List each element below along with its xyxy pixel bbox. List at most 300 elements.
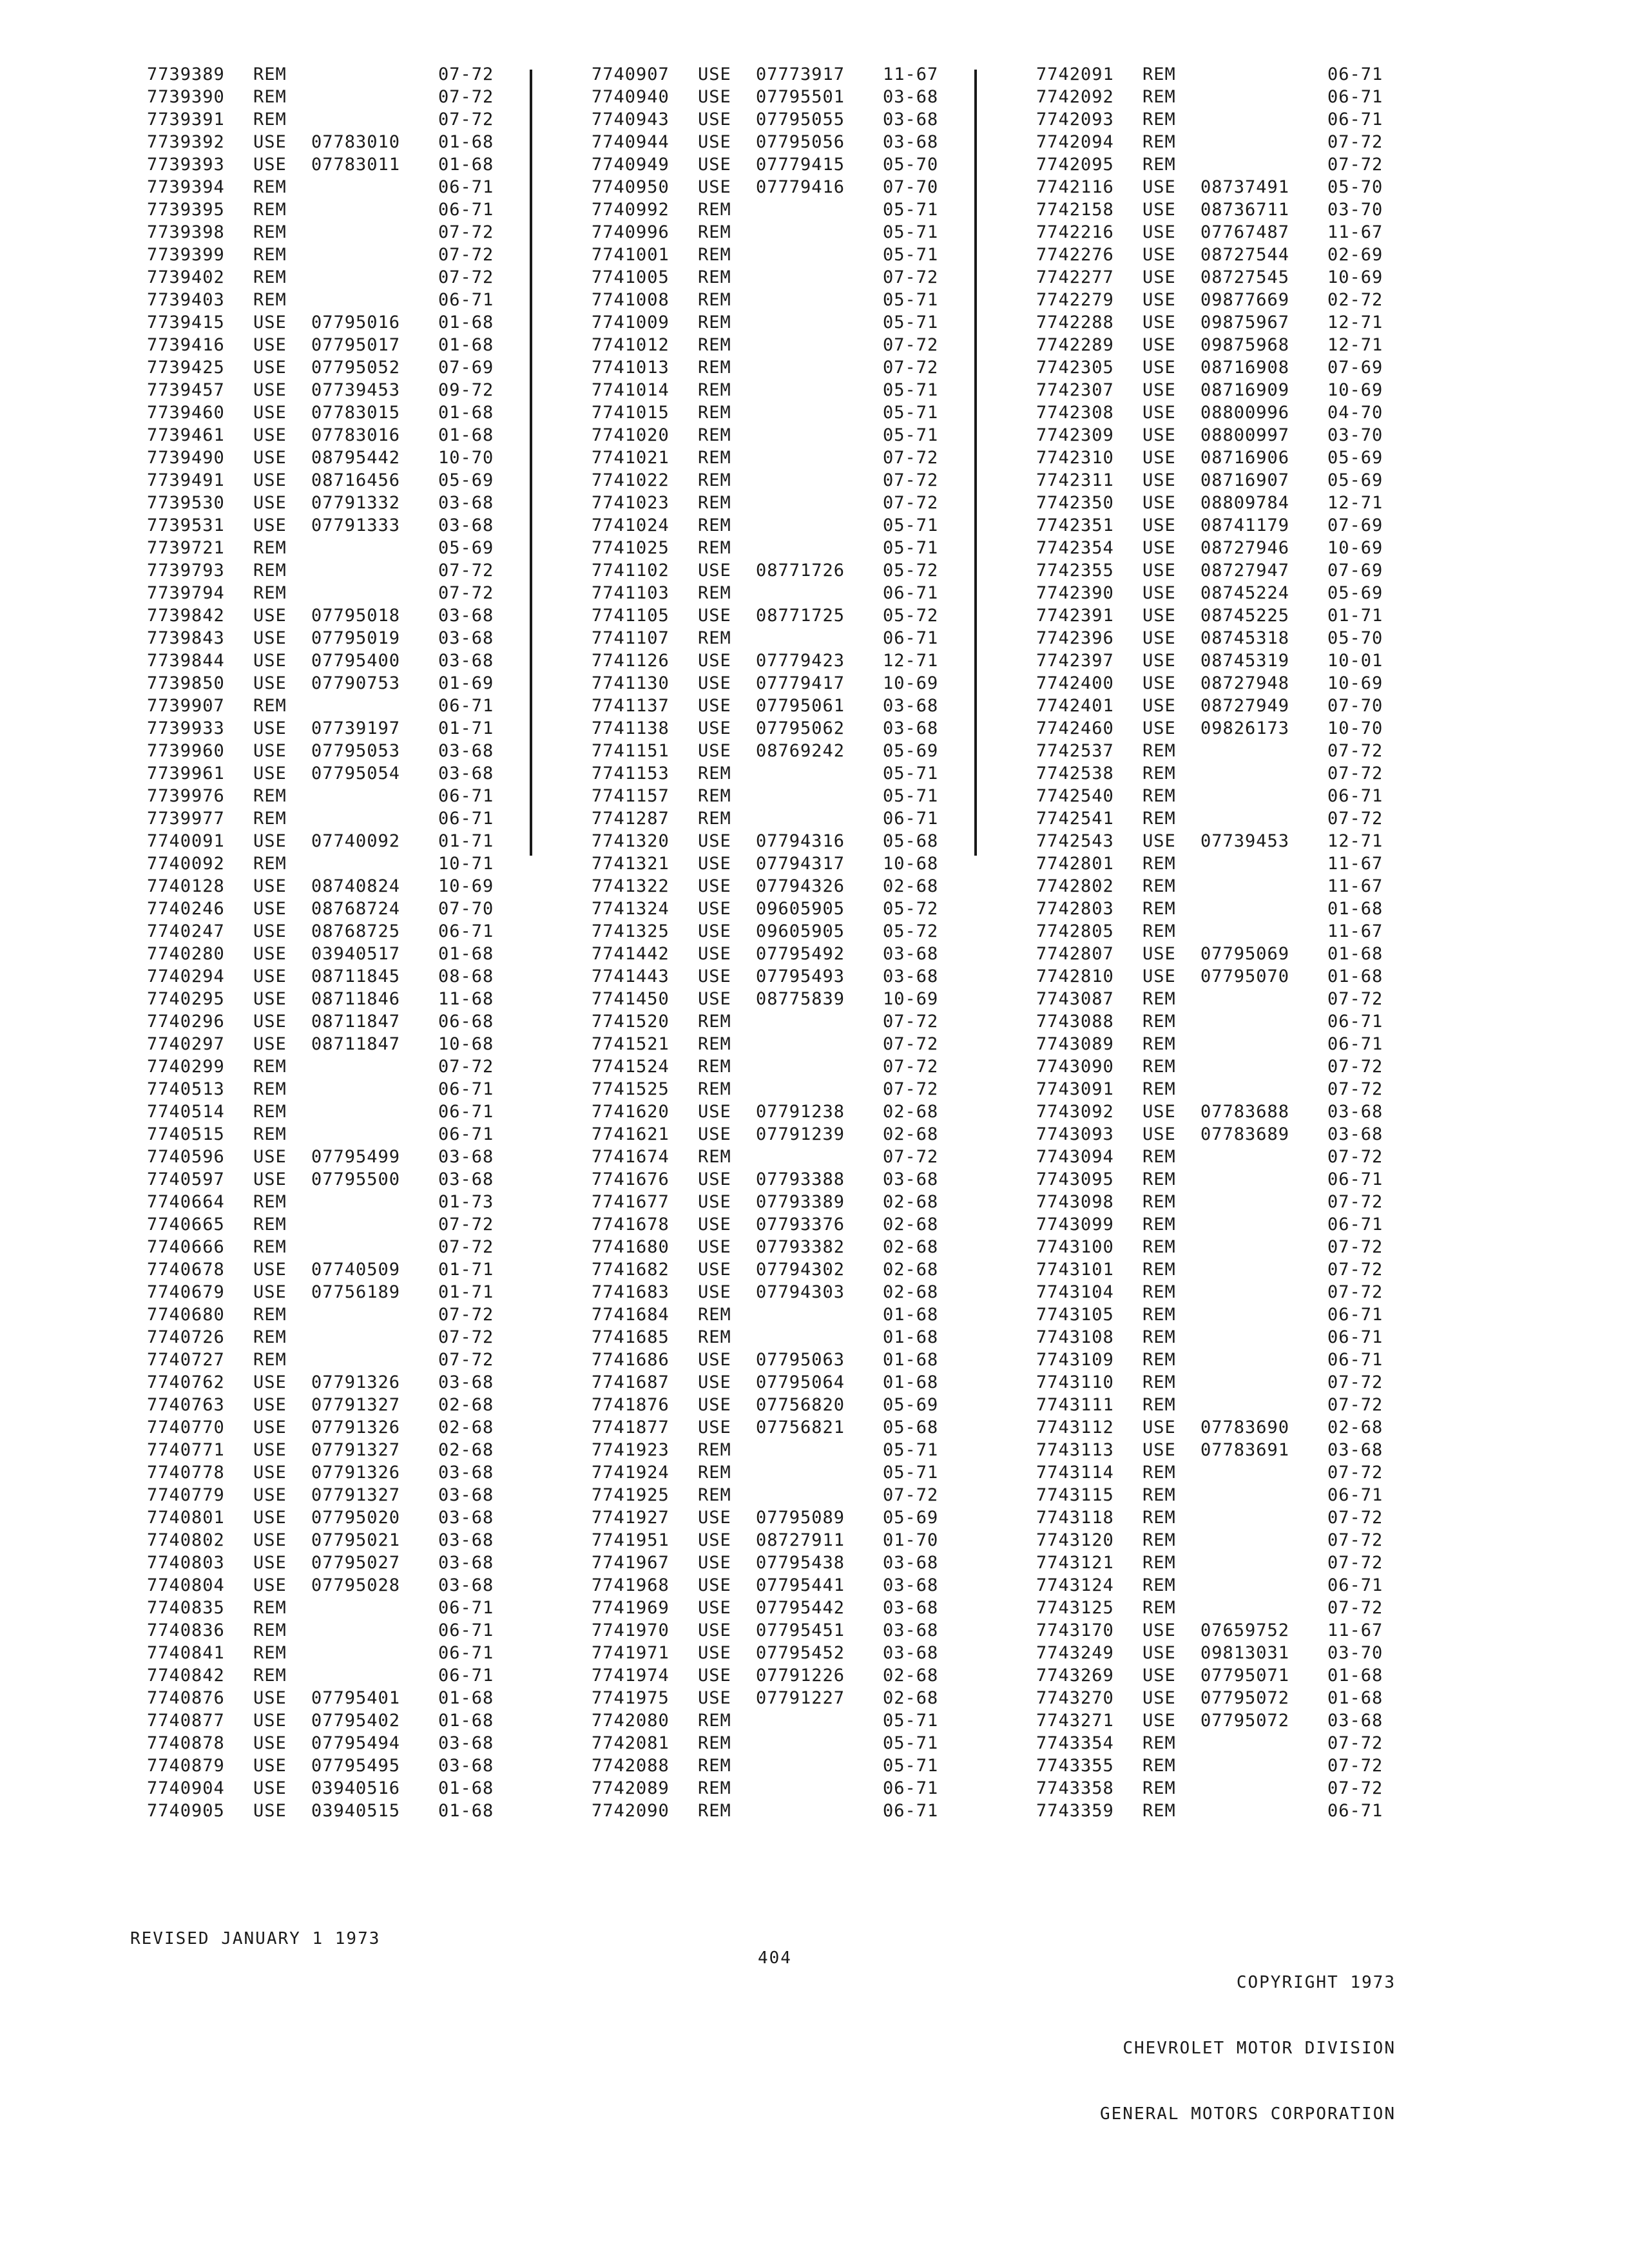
part-number: 7742093 xyxy=(1036,110,1114,130)
effective-date: 02-68 xyxy=(883,1215,939,1235)
part-number: 7741107 xyxy=(592,628,670,648)
action-code: USE xyxy=(698,177,731,197)
action-code: USE xyxy=(698,87,731,107)
action-code: REM xyxy=(253,1643,287,1663)
part-number: 7743112 xyxy=(1036,1418,1114,1437)
effective-date: 07-72 xyxy=(1327,1395,1383,1415)
effective-date: 05-71 xyxy=(883,764,939,783)
action-code: USE xyxy=(253,1553,287,1573)
action-code: REM xyxy=(253,1350,287,1370)
effective-date: 07-72 xyxy=(1327,1147,1383,1167)
replacement-part-number: 07783015 xyxy=(311,403,401,423)
action-code: USE xyxy=(698,132,731,152)
effective-date: 02-68 xyxy=(883,876,939,896)
replacement-part-number: 08768725 xyxy=(311,921,401,941)
effective-date: 03-68 xyxy=(438,1169,494,1189)
effective-date: 05-71 xyxy=(883,425,939,445)
part-number: 7739793 xyxy=(147,561,225,581)
part-number: 7739416 xyxy=(147,335,225,355)
replacement-part-number: 08727911 xyxy=(756,1530,845,1550)
effective-date: 07-69 xyxy=(1327,561,1383,581)
action-code: REM xyxy=(698,628,731,648)
part-number: 7740726 xyxy=(147,1327,225,1347)
effective-date: 05-71 xyxy=(883,1733,939,1753)
part-number: 7739843 xyxy=(147,628,225,648)
replacement-part-number: 07779416 xyxy=(756,177,845,197)
effective-date: 10-71 xyxy=(438,854,494,874)
action-code: REM xyxy=(698,1147,731,1167)
action-code: REM xyxy=(698,245,731,265)
part-number: 7740295 xyxy=(147,989,225,1009)
replacement-part-number: 08727545 xyxy=(1200,267,1290,287)
action-code: USE xyxy=(253,493,287,513)
replacement-part-number: 07795438 xyxy=(756,1553,845,1573)
part-number: 7739389 xyxy=(147,64,225,84)
effective-date: 03-70 xyxy=(1327,425,1383,445)
part-number: 7740091 xyxy=(147,831,225,851)
part-number: 7742460 xyxy=(1036,718,1114,738)
part-number: 7739960 xyxy=(147,741,225,761)
effective-date: 05-69 xyxy=(438,470,494,490)
part-number: 7741674 xyxy=(592,1147,670,1167)
effective-date: 03-68 xyxy=(438,651,494,671)
replacement-part-number: 07795027 xyxy=(311,1553,401,1573)
replacement-part-number: 07783689 xyxy=(1200,1124,1290,1144)
replacement-part-number: 08771725 xyxy=(756,606,845,626)
part-number: 7742397 xyxy=(1036,651,1114,671)
action-code: REM xyxy=(698,267,731,287)
action-code: REM xyxy=(1142,1575,1176,1595)
part-number: 7740515 xyxy=(147,1124,225,1144)
effective-date: 07-72 xyxy=(1327,1508,1383,1528)
action-code: USE xyxy=(1142,267,1176,287)
action-code: USE xyxy=(253,1463,287,1483)
action-code: REM xyxy=(1142,1147,1176,1167)
action-code: USE xyxy=(698,561,731,581)
action-code: USE xyxy=(253,132,287,152)
action-code: USE xyxy=(698,944,731,964)
effective-date: 07-72 xyxy=(438,1305,494,1325)
part-number: 7742354 xyxy=(1036,538,1114,558)
action-code: USE xyxy=(253,1147,287,1167)
action-code: USE xyxy=(1142,1711,1176,1731)
effective-date: 07-72 xyxy=(1327,1598,1383,1618)
effective-date: 01-68 xyxy=(438,1688,494,1708)
effective-date: 07-72 xyxy=(883,1012,939,1032)
effective-date: 03-68 xyxy=(1327,1440,1383,1460)
part-number: 7742307 xyxy=(1036,380,1114,400)
part-number: 7742158 xyxy=(1036,200,1114,220)
effective-date: 01-68 xyxy=(1327,1688,1383,1708)
action-code: REM xyxy=(1142,1169,1176,1189)
replacement-part-number: 07791327 xyxy=(311,1395,401,1415)
part-number: 7740841 xyxy=(147,1643,225,1663)
action-code: REM xyxy=(253,1215,287,1235)
replacement-part-number: 08711847 xyxy=(311,1034,401,1054)
part-number: 7741012 xyxy=(592,335,670,355)
action-code: USE xyxy=(253,966,287,986)
part-number: 7743101 xyxy=(1036,1260,1114,1280)
part-number: 7743355 xyxy=(1036,1756,1114,1776)
effective-date: 09-72 xyxy=(438,380,494,400)
part-number: 7739844 xyxy=(147,651,225,671)
effective-date: 07-72 xyxy=(1327,1282,1383,1302)
part-number: 7739390 xyxy=(147,87,225,107)
effective-date: 07-72 xyxy=(1327,1057,1383,1077)
part-number: 7742543 xyxy=(1036,831,1114,851)
part-number: 7742803 xyxy=(1036,899,1114,919)
effective-date: 11-67 xyxy=(1327,222,1383,242)
part-number: 7743110 xyxy=(1036,1372,1114,1392)
effective-date: 02-68 xyxy=(883,1124,939,1144)
effective-date: 02-68 xyxy=(1327,1418,1383,1437)
effective-date: 07-72 xyxy=(1327,1192,1383,1212)
part-number: 7741877 xyxy=(592,1418,670,1437)
action-code: USE xyxy=(698,966,731,986)
part-number: 7742396 xyxy=(1036,628,1114,648)
effective-date: 06-71 xyxy=(438,1079,494,1099)
action-code: USE xyxy=(253,312,287,332)
effective-date: 10-69 xyxy=(883,673,939,693)
replacement-part-number: 08716909 xyxy=(1200,380,1290,400)
replacement-part-number: 07756821 xyxy=(756,1418,845,1437)
action-code: REM xyxy=(253,222,287,242)
part-number: 7739842 xyxy=(147,606,225,626)
effective-date: 05-69 xyxy=(438,538,494,558)
part-number: 7741103 xyxy=(592,583,670,603)
effective-date: 03-68 xyxy=(438,493,494,513)
action-code: USE xyxy=(1142,358,1176,378)
replacement-part-number: 08771726 xyxy=(756,561,845,581)
replacement-part-number: 07756820 xyxy=(756,1395,845,1415)
part-number: 7742090 xyxy=(592,1801,670,1821)
effective-date: 07-72 xyxy=(1327,1756,1383,1776)
effective-date: 10-69 xyxy=(1327,538,1383,558)
effective-date: 07-72 xyxy=(883,1057,939,1077)
effective-date: 07-72 xyxy=(438,561,494,581)
part-number: 7740802 xyxy=(147,1530,225,1550)
part-number: 7743359 xyxy=(1036,1801,1114,1821)
part-number: 7740907 xyxy=(592,64,670,84)
effective-date: 03-70 xyxy=(1327,200,1383,220)
action-code: REM xyxy=(698,1801,731,1821)
replacement-part-number: 07793376 xyxy=(756,1215,845,1235)
action-code: USE xyxy=(1142,470,1176,490)
effective-date: 05-71 xyxy=(883,380,939,400)
action-code: USE xyxy=(253,1395,287,1415)
replacement-part-number: 07795063 xyxy=(756,1350,845,1370)
action-code: REM xyxy=(1142,1756,1176,1776)
replacement-part-number: 07795402 xyxy=(311,1711,401,1731)
action-code: REM xyxy=(698,1733,731,1753)
effective-date: 05-71 xyxy=(883,786,939,806)
effective-date: 01-68 xyxy=(1327,899,1383,919)
action-code: REM xyxy=(253,786,287,806)
action-code: REM xyxy=(1142,1057,1176,1077)
effective-date: 06-71 xyxy=(1327,1012,1383,1032)
action-code: USE xyxy=(698,155,731,175)
effective-date: 03-68 xyxy=(883,696,939,716)
action-code: REM xyxy=(698,1057,731,1077)
replacement-part-number: 09605905 xyxy=(756,899,845,919)
replacement-part-number: 08795442 xyxy=(311,448,401,468)
part-number: 7743354 xyxy=(1036,1733,1114,1753)
effective-date: 07-72 xyxy=(883,1034,939,1054)
effective-date: 06-71 xyxy=(438,696,494,716)
effective-date: 05-68 xyxy=(883,1418,939,1437)
effective-date: 03-68 xyxy=(883,1553,939,1573)
part-number: 7741126 xyxy=(592,651,670,671)
effective-date: 07-72 xyxy=(1327,1237,1383,1257)
part-number: 7743087 xyxy=(1036,989,1114,1009)
replacement-part-number: 08727946 xyxy=(1200,538,1290,558)
effective-date: 05-71 xyxy=(883,538,939,558)
action-code: REM xyxy=(698,493,731,513)
action-code: USE xyxy=(253,1688,287,1708)
effective-date: 05-71 xyxy=(883,1463,939,1483)
effective-date: 03-68 xyxy=(438,1733,494,1753)
effective-date: 07-72 xyxy=(1327,741,1383,761)
effective-date: 07-72 xyxy=(1327,1260,1383,1280)
action-code: REM xyxy=(1142,1215,1176,1235)
action-code: USE xyxy=(253,1012,287,1032)
action-code: REM xyxy=(1142,1372,1176,1392)
action-code: REM xyxy=(1142,155,1176,175)
action-code: USE xyxy=(698,651,731,671)
replacement-part-number: 07739197 xyxy=(311,718,401,738)
replacement-part-number: 08711845 xyxy=(311,966,401,986)
action-code: REM xyxy=(1142,1327,1176,1347)
action-code: USE xyxy=(253,1282,287,1302)
effective-date: 02-68 xyxy=(883,1282,939,1302)
effective-date: 03-70 xyxy=(1327,1643,1383,1663)
replacement-part-number: 07795401 xyxy=(311,1688,401,1708)
effective-date: 10-68 xyxy=(883,854,939,874)
effective-date: 03-68 xyxy=(438,1553,494,1573)
part-number: 7742537 xyxy=(1036,741,1114,761)
part-number: 7741685 xyxy=(592,1327,670,1347)
action-code: USE xyxy=(1142,312,1176,332)
action-code: USE xyxy=(253,515,287,535)
part-number: 7742308 xyxy=(1036,403,1114,423)
part-number: 7741014 xyxy=(592,380,670,400)
part-number: 7741620 xyxy=(592,1102,670,1122)
action-code: USE xyxy=(253,155,287,175)
action-code: REM xyxy=(698,1711,731,1731)
effective-date: 10-69 xyxy=(438,876,494,896)
part-number: 7741951 xyxy=(592,1530,670,1550)
effective-date: 06-71 xyxy=(1327,1327,1383,1347)
action-code: REM xyxy=(1142,110,1176,130)
action-code: USE xyxy=(1142,606,1176,626)
effective-date: 11-67 xyxy=(883,64,939,84)
part-number: 7739402 xyxy=(147,267,225,287)
replacement-part-number: 07795017 xyxy=(311,335,401,355)
part-number: 7739961 xyxy=(147,764,225,783)
effective-date: 01-68 xyxy=(438,425,494,445)
part-number: 7741320 xyxy=(592,831,670,851)
effective-date: 07-72 xyxy=(438,1327,494,1347)
replacement-part-number: 07795495 xyxy=(311,1756,401,1776)
effective-date: 07-72 xyxy=(1327,1079,1383,1099)
effective-date: 07-72 xyxy=(883,335,939,355)
replacement-part-number: 07739453 xyxy=(311,380,401,400)
effective-date: 06-68 xyxy=(438,1012,494,1032)
effective-date: 06-71 xyxy=(438,177,494,197)
replacement-part-number: 08716906 xyxy=(1200,448,1290,468)
effective-date: 07-72 xyxy=(1327,132,1383,152)
part-number: 7743124 xyxy=(1036,1575,1114,1595)
action-code: REM xyxy=(253,267,287,287)
part-number: 7741967 xyxy=(592,1553,670,1573)
replacement-part-number: 07791326 xyxy=(311,1463,401,1483)
action-code: REM xyxy=(1142,1733,1176,1753)
action-code: REM xyxy=(253,177,287,197)
effective-date: 01-68 xyxy=(438,132,494,152)
part-number: 7742092 xyxy=(1036,87,1114,107)
part-number: 7741525 xyxy=(592,1079,670,1099)
action-code: REM xyxy=(253,1598,287,1618)
effective-date: 03-68 xyxy=(883,944,939,964)
part-number: 7742216 xyxy=(1036,222,1114,242)
part-number: 7741287 xyxy=(592,809,670,829)
part-number: 7741022 xyxy=(592,470,670,490)
part-number: 7743121 xyxy=(1036,1553,1114,1573)
replacement-part-number: 09813031 xyxy=(1200,1643,1290,1663)
replacement-part-number: 07740509 xyxy=(311,1260,401,1280)
part-number: 7741678 xyxy=(592,1215,670,1235)
effective-date: 03-68 xyxy=(883,718,939,738)
effective-date: 03-68 xyxy=(883,966,939,986)
effective-date: 01-68 xyxy=(883,1327,939,1347)
effective-date: 07-72 xyxy=(883,470,939,490)
action-code: USE xyxy=(253,831,287,851)
part-number: 7739461 xyxy=(147,425,225,445)
effective-date: 03-68 xyxy=(883,87,939,107)
part-number: 7740513 xyxy=(147,1079,225,1099)
action-code: REM xyxy=(698,335,731,355)
effective-date: 07-72 xyxy=(1327,809,1383,829)
replacement-part-number: 07791238 xyxy=(756,1102,845,1122)
effective-date: 06-71 xyxy=(438,1102,494,1122)
replacement-part-number: 07795500 xyxy=(311,1169,401,1189)
action-code: REM xyxy=(253,1102,287,1122)
replacement-part-number: 08768724 xyxy=(311,899,401,919)
part-number: 7743108 xyxy=(1036,1327,1114,1347)
part-number: 7740950 xyxy=(592,177,670,197)
effective-date: 01-68 xyxy=(438,335,494,355)
effective-date: 05-69 xyxy=(1327,583,1383,603)
replacement-part-number: 07790753 xyxy=(311,673,401,693)
action-code: REM xyxy=(1142,1079,1176,1099)
part-number: 7743090 xyxy=(1036,1057,1114,1077)
effective-date: 12-71 xyxy=(883,651,939,671)
action-code: REM xyxy=(253,1192,287,1212)
effective-date: 07-72 xyxy=(438,1057,494,1077)
part-number: 7742279 xyxy=(1036,290,1114,310)
action-code: USE xyxy=(253,876,287,896)
part-number: 7739392 xyxy=(147,132,225,152)
effective-date: 07-72 xyxy=(438,245,494,265)
action-code: REM xyxy=(698,764,731,783)
replacement-part-number: 07795442 xyxy=(756,1598,845,1618)
action-code: USE xyxy=(253,1485,287,1505)
part-number: 7742538 xyxy=(1036,764,1114,783)
action-code: REM xyxy=(1142,132,1176,152)
replacement-part-number: 07795072 xyxy=(1200,1711,1290,1731)
effective-date: 11-67 xyxy=(1327,876,1383,896)
action-code: REM xyxy=(253,64,287,84)
part-number: 7740678 xyxy=(147,1260,225,1280)
part-number: 7739395 xyxy=(147,200,225,220)
action-code: USE xyxy=(1142,1440,1176,1460)
effective-date: 07-72 xyxy=(1327,1553,1383,1573)
replacement-part-number: 07783688 xyxy=(1200,1102,1290,1122)
effective-date: 05-71 xyxy=(883,1756,939,1776)
replacement-part-number: 07783691 xyxy=(1200,1440,1290,1460)
effective-date: 03-68 xyxy=(438,1508,494,1528)
action-code: REM xyxy=(698,809,731,829)
part-number: 7740876 xyxy=(147,1688,225,1708)
effective-date: 07-72 xyxy=(438,1350,494,1370)
part-number: 7741325 xyxy=(592,921,670,941)
effective-date: 05-72 xyxy=(883,921,939,941)
part-number: 7740727 xyxy=(147,1350,225,1370)
part-number: 7740878 xyxy=(147,1733,225,1753)
part-number: 7741925 xyxy=(592,1485,670,1505)
part-number: 7741324 xyxy=(592,899,670,919)
replacement-part-number: 07773917 xyxy=(756,64,845,84)
part-number: 7739394 xyxy=(147,177,225,197)
action-code: USE xyxy=(698,673,731,693)
action-code: USE xyxy=(1142,1620,1176,1640)
effective-date: 05-69 xyxy=(883,1508,939,1528)
part-number: 7740836 xyxy=(147,1620,225,1640)
part-number: 7740299 xyxy=(147,1057,225,1077)
action-code: USE xyxy=(1142,583,1176,603)
part-number: 7740904 xyxy=(147,1778,225,1798)
part-number: 7739403 xyxy=(147,290,225,310)
part-number: 7742310 xyxy=(1036,448,1114,468)
action-code: REM xyxy=(698,222,731,242)
part-number: 7740128 xyxy=(147,876,225,896)
action-code: REM xyxy=(698,403,731,423)
replacement-part-number: 07795492 xyxy=(756,944,845,964)
replacement-part-number: 07791327 xyxy=(311,1440,401,1460)
action-code: USE xyxy=(253,1418,287,1437)
part-number: 7740770 xyxy=(147,1418,225,1437)
action-code: USE xyxy=(253,1711,287,1731)
part-number: 7739976 xyxy=(147,786,225,806)
effective-date: 07-72 xyxy=(438,1237,494,1257)
effective-date: 07-72 xyxy=(1327,1530,1383,1550)
replacement-part-number: 08741179 xyxy=(1200,515,1290,535)
part-number: 7740944 xyxy=(592,132,670,152)
replacement-part-number: 08745225 xyxy=(1200,606,1290,626)
replacement-part-number: 07783010 xyxy=(311,132,401,152)
replacement-part-number: 08727948 xyxy=(1200,673,1290,693)
replacement-part-number: 07795061 xyxy=(756,696,845,716)
part-number: 7742400 xyxy=(1036,673,1114,693)
effective-date: 02-68 xyxy=(883,1192,939,1212)
effective-date: 03-68 xyxy=(438,1372,494,1392)
action-code: REM xyxy=(698,1305,731,1325)
part-number: 7743358 xyxy=(1036,1778,1114,1798)
part-number: 7740247 xyxy=(147,921,225,941)
effective-date: 07-72 xyxy=(883,1147,939,1167)
action-code: USE xyxy=(253,380,287,400)
part-number: 7741008 xyxy=(592,290,670,310)
